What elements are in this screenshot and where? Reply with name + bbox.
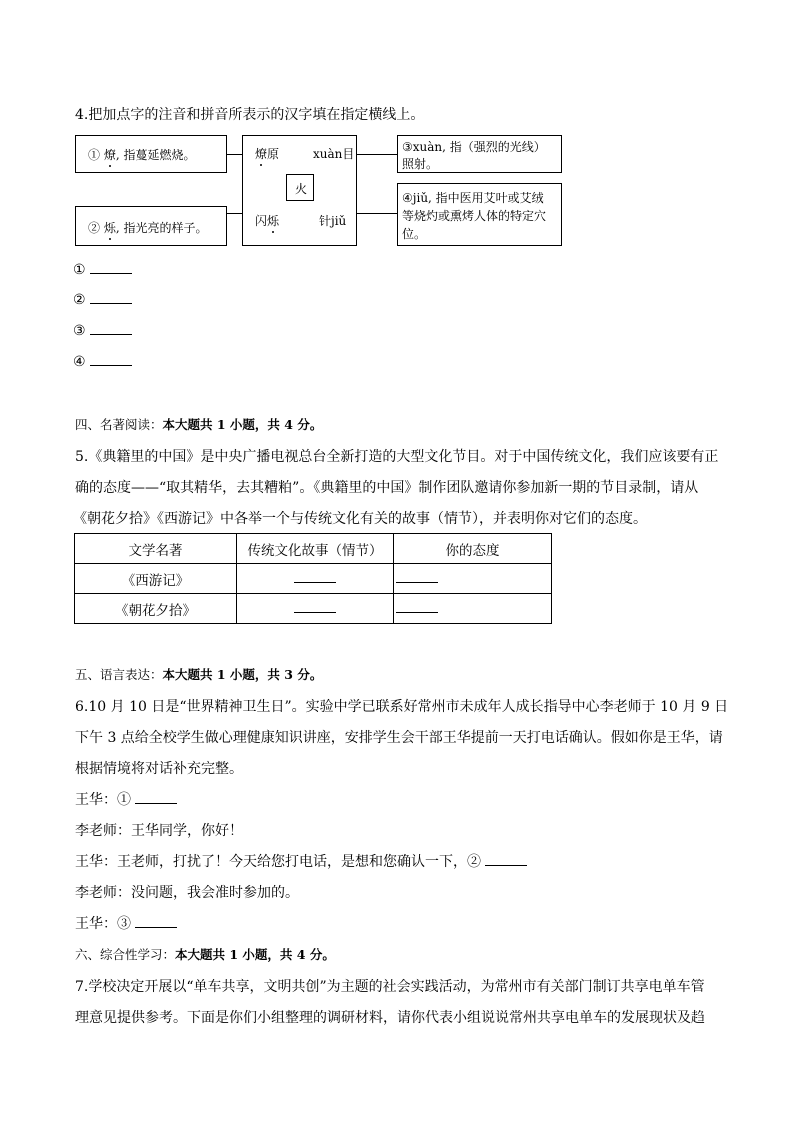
q6-blank-2[interactable]: [485, 853, 527, 866]
center-char-box: [286, 174, 314, 201]
left2-char: 烁: [103, 221, 116, 235]
right2-line2: 等烧灼或熏烤人体的特定穴: [402, 209, 547, 223]
answer-4: ④: [73, 353, 132, 370]
q6-dialog-3: 王华：王老师，打扰了！今天给您打电话，是想和您确认一下，②: [75, 851, 527, 871]
q7-line2: 理意见提供参考。下面是你们小组整理的调研材料，请你代表小组说说常州共享电单车的发展现状及趋: [75, 1010, 705, 1026]
connector-l1: [227, 154, 242, 155]
center-box: [242, 135, 357, 246]
q6-line1: 6.10 月 10 日是“世界精神卫生日”。实验中学已联系好常州市未成年人成长指导中心李老师于 10 月 9 日: [75, 699, 729, 715]
q6-dialog-2: 李老师：王华同学，你好！: [75, 823, 243, 839]
right-box-1: [397, 135, 562, 173]
connector-r1: [357, 154, 397, 155]
q6-blank-3[interactable]: [135, 915, 177, 928]
q6-dialog-1: 王华：①: [75, 789, 177, 809]
section-6-heading: 六、综合性学习：本大题共 1 小题，共 4 分。: [75, 947, 335, 962]
answer-2-blank[interactable]: [90, 291, 132, 304]
q4-title: 4.把加点字的注音和拼音所表示的汉字填在指定横线上。: [75, 107, 425, 123]
answer-3: ③: [73, 322, 132, 339]
table-cell-attitude[interactable]: [394, 564, 552, 594]
table-row: [75, 564, 552, 594]
left1-rest: , 指蔓延燃烧。: [115, 148, 196, 162]
q5-line3: 《朝花夕拾》《西游记》中各举一个与传统文化有关的故事（情节），并表明你对它们的态度。: [73, 511, 647, 527]
answer-4-blank[interactable]: [90, 353, 132, 366]
section-4-heading: 四、名著阅读：本大题共 1 小题，共 4 分。: [75, 417, 323, 432]
center-br: 针jiǔ: [319, 214, 347, 228]
table-header-row: [75, 534, 552, 564]
left2-rest: , 指光亮的样子。: [115, 221, 208, 235]
q5-table: [74, 533, 552, 624]
left1-num: ①: [88, 148, 101, 162]
connector-l2: [227, 213, 242, 214]
right2-line1: ④jiǔ, 指中医用艾叶或艾绒: [402, 191, 544, 205]
table-header: 你的态度: [394, 534, 552, 564]
right1-line1: ③xuàn, 指（强烈的光线）: [402, 140, 546, 154]
table-cell-story[interactable]: [237, 594, 394, 624]
q6-dialog-5: 王华：③: [75, 913, 177, 933]
center-tl-a: 燎: [255, 147, 268, 161]
q5-line2: 确的态度——“取其精华，去其糟粕”。《典籍里的中国》制作团队邀请你参加新一期的节目录制，请从: [75, 480, 699, 496]
table-header: 传统文化故事（情节）: [237, 534, 394, 564]
left1-char: 燎: [103, 148, 116, 162]
connector-r2: [357, 213, 397, 214]
table-cell-attitude[interactable]: [394, 594, 552, 624]
left2-num: ②: [88, 221, 101, 235]
q6-dialog-4: 李老师：没问题，我会准时参加的。: [75, 885, 299, 901]
right1-line2: 照射。: [402, 157, 439, 171]
answer-2: ②: [73, 291, 132, 308]
table-cell-story[interactable]: [237, 564, 394, 594]
answer-3-blank[interactable]: [90, 322, 132, 335]
left-box-2: [75, 206, 227, 246]
table-header: 文学名著: [75, 534, 237, 564]
right-box-2: [397, 183, 562, 246]
table-cell-book: 《朝花夕拾》: [75, 594, 237, 624]
q6-line2: 下午 3 点给全校学生做心理健康知识讲座，安排学生会干部王华提前一天打电话确认。假如你是王华，请: [75, 730, 723, 746]
center-bl-a: 闪: [255, 214, 268, 228]
center-char: 火: [295, 182, 308, 196]
q5-line1: 5.《典籍里的中国》是中央广播电视总台全新打造的大型文化节目。对于中国传统文化，我们应该要有正: [75, 449, 719, 465]
right2-line3: 位。: [402, 227, 427, 241]
center-tr: xuàn目: [313, 147, 355, 161]
center-tl-b: 原: [267, 147, 280, 161]
table-cell-book: 《西游记》: [75, 564, 237, 594]
section-5-heading: 五、语言表达：本大题共 1 小题，共 3 分。: [75, 667, 323, 682]
q7-line1: 7.学校决定开展以“单车共享，文明共创”为主题的社会实践活动，为常州市有关部门制订共享电单车管: [75, 979, 705, 995]
q6-line3: 根据情境将对话补充完整。: [75, 761, 243, 777]
answer-1-blank[interactable]: [90, 261, 132, 274]
left-box-1: [75, 135, 227, 173]
table-row: [75, 594, 552, 624]
center-bl-b: 烁: [267, 214, 280, 228]
answer-1: ①: [73, 261, 132, 278]
q6-blank-1[interactable]: [135, 791, 177, 804]
